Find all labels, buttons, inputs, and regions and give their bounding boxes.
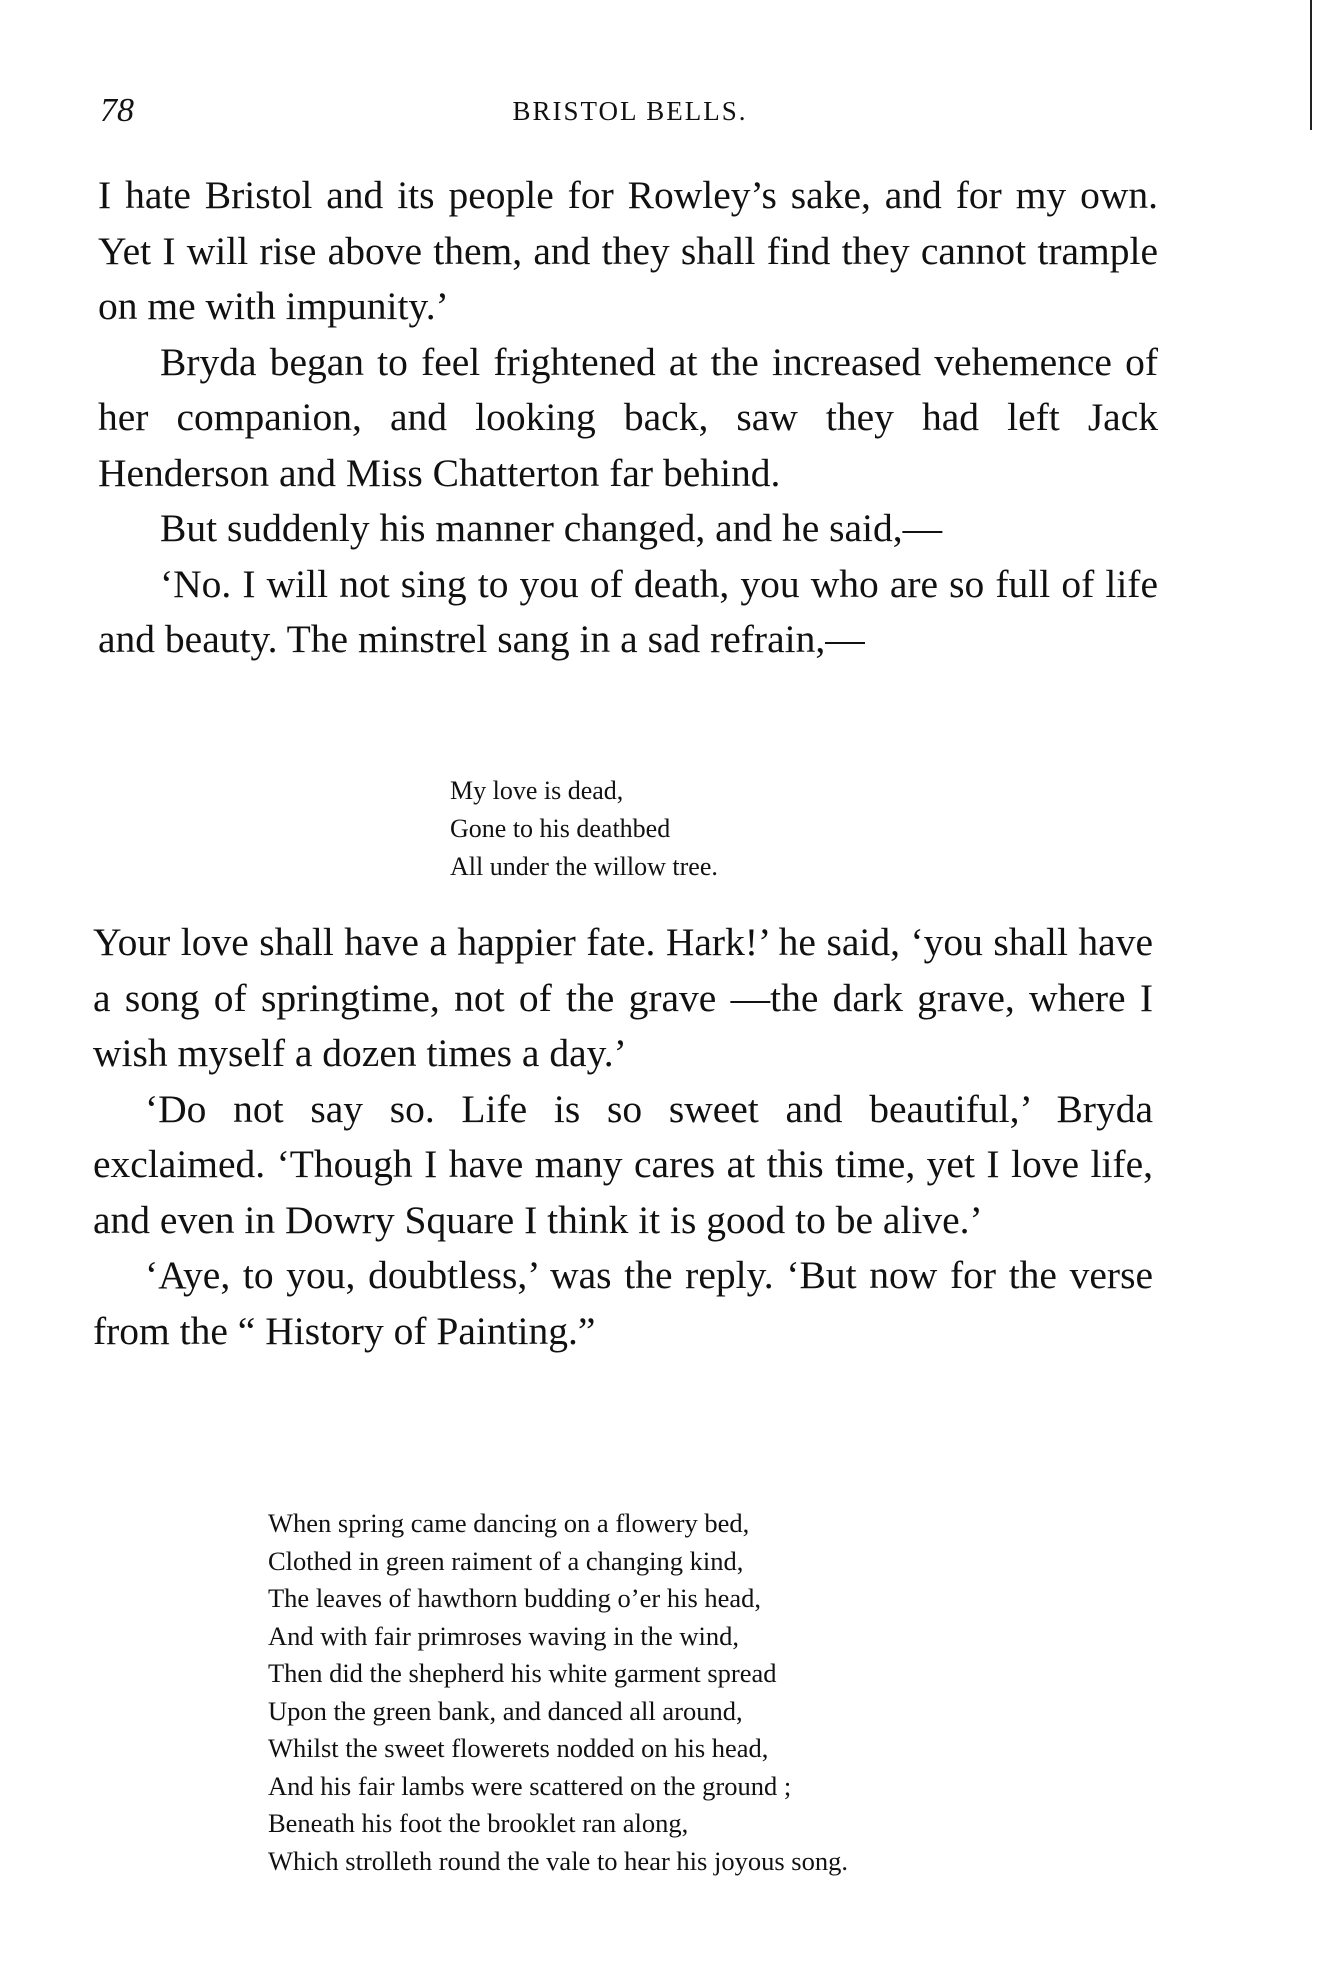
verse-line: Clothed in green raiment of a changing kind,: [268, 1545, 744, 1576]
running-head: [100, 92, 1160, 132]
verse-willow: [450, 772, 718, 886]
body-text-lower: [93, 915, 1153, 1359]
verse-line: Whilst the sweet flowerets nodded on his head,: [268, 1733, 769, 1763]
verse-line: Beneath his foot the brooklet ran along,: [268, 1808, 689, 1838]
page-number: 78: [100, 92, 134, 129]
body-text-upper: [98, 168, 1158, 668]
page-edge-mark: [1310, 0, 1312, 130]
verse-line: All under the willow tree.: [450, 852, 718, 881]
paragraph: Your love shall have a happier fate. Hark!’ he said, ‘you shall have a song of springtime, not of the grave —the dark grave, where I wish myself a dozen times a day.’: [93, 920, 1153, 1075]
verse-line: And his fair lambs were scattered on the ground ;: [268, 1770, 792, 1801]
verse-line: When spring came dancing on a flowery bed,: [268, 1508, 750, 1538]
paragraph: ‘Do not say so. Life is so sweet and beautiful,’ Bryda exclaimed. ‘Though I have many cares at this time, yet I love life, and even in Dowry Square I think it is good to be alive.’: [93, 1086, 1153, 1242]
verse-line: Then did the shepherd his white garment spread: [268, 1658, 777, 1688]
verse-line: Which strolleth round the vale to hear his joyous song.: [268, 1845, 848, 1876]
verse-line: My love is dead,: [450, 776, 624, 805]
paragraph: I hate Bristol and its people for Rowley’s sake, and for my own. Yet I will rise above them, and they shall find they cannot trample on me with impunity.’: [98, 173, 1158, 328]
verse-line: Upon the green bank, and danced all around,: [268, 1695, 743, 1726]
paragraph: Bryda began to feel frightened at the increased vehemence of her companion, and looking back, saw they had left Jack Henderson and Miss Chatterton far behind.: [98, 339, 1158, 495]
paragraph: But suddenly his manner changed, and he said,—: [160, 506, 943, 550]
verse-line: And with fair primroses waving in the wind,: [268, 1620, 740, 1651]
paragraph: ‘No. I will not sing to you of death, you who are so full of life and beauty. The minstrel sang in a sad refrain,—: [98, 561, 1158, 661]
verse-line: The leaves of hawthorn budding o’er his head,: [268, 1583, 762, 1613]
running-title: BRISTOL BELLS.: [512, 96, 748, 126]
paragraph: ‘Aye, to you, doubtless,’ was the reply. ‘But now for the verse from the “ History of Painting.”: [93, 1253, 1153, 1353]
verse-line: Gone to his deathbed: [450, 814, 671, 843]
verse-springtime: [268, 1505, 848, 1880]
